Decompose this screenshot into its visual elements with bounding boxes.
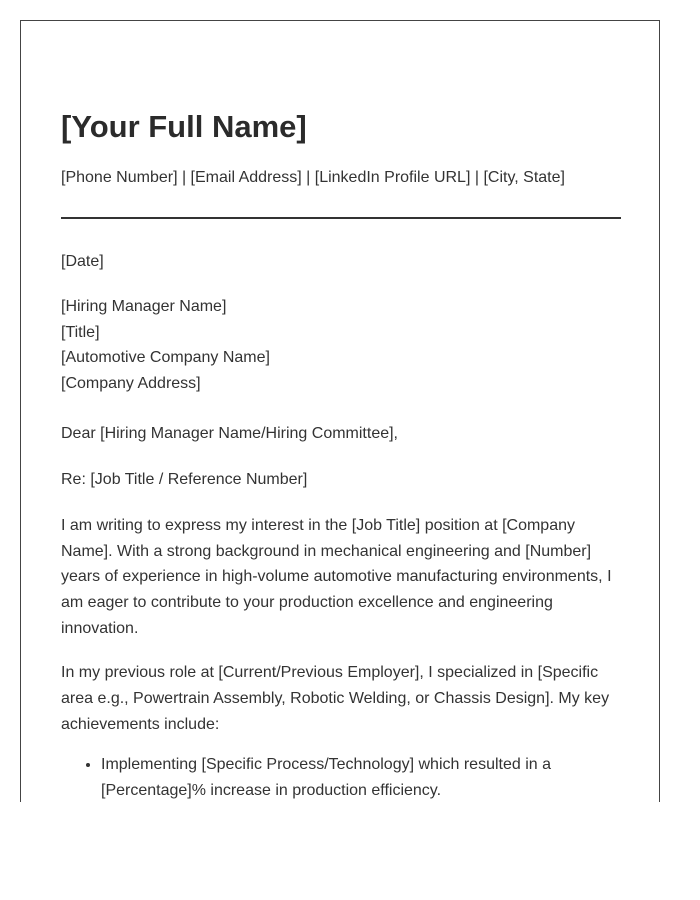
recipient-title: [Title] xyxy=(61,323,100,341)
contact-line: [Phone Number] | [Email Address] | [LinkedIn Profile URL] | [City, State] xyxy=(61,169,565,186)
applicant-name: [Your Full Name] xyxy=(61,109,307,144)
body-paragraph-experience: In my previous role at [Current/Previous Employer], I specialized in [Specific area e.g., Powertrain Assembly, Robotic Welding, or Chassis Design]. My key achievements include: xyxy=(61,664,610,733)
letter-content xyxy=(61,108,621,802)
letter-page xyxy=(20,20,660,802)
achievement-item: • Implementing [Specific Process/Technology] which resulted in a [Percentage]% increase in production efficiency. xyxy=(101,752,621,802)
recipient-name: [Hiring Manager Name] xyxy=(61,298,227,315)
salutation: Dear [Hiring Manager Name/Hiring Committee], xyxy=(61,424,398,442)
recipient-address-block xyxy=(61,294,621,397)
recipient-company-address: [Company Address] xyxy=(61,375,201,393)
achievements-list xyxy=(61,752,621,802)
body-paragraph-intro: I am writing to express my interest in the [Job Title] position at [Company Name]. With a strong background in mechanical engineering and [Number] years of experience in high-volume automotive manufacturing environments, I am eager to contribute to your production excellence and engineering innovation. xyxy=(61,516,612,637)
letter-date: [Date] xyxy=(61,253,104,270)
header-divider xyxy=(61,217,621,219)
recipient-company: [Automotive Company Name] xyxy=(61,349,270,367)
reference-line: Re: [Job Title / Reference Number] xyxy=(61,470,308,488)
